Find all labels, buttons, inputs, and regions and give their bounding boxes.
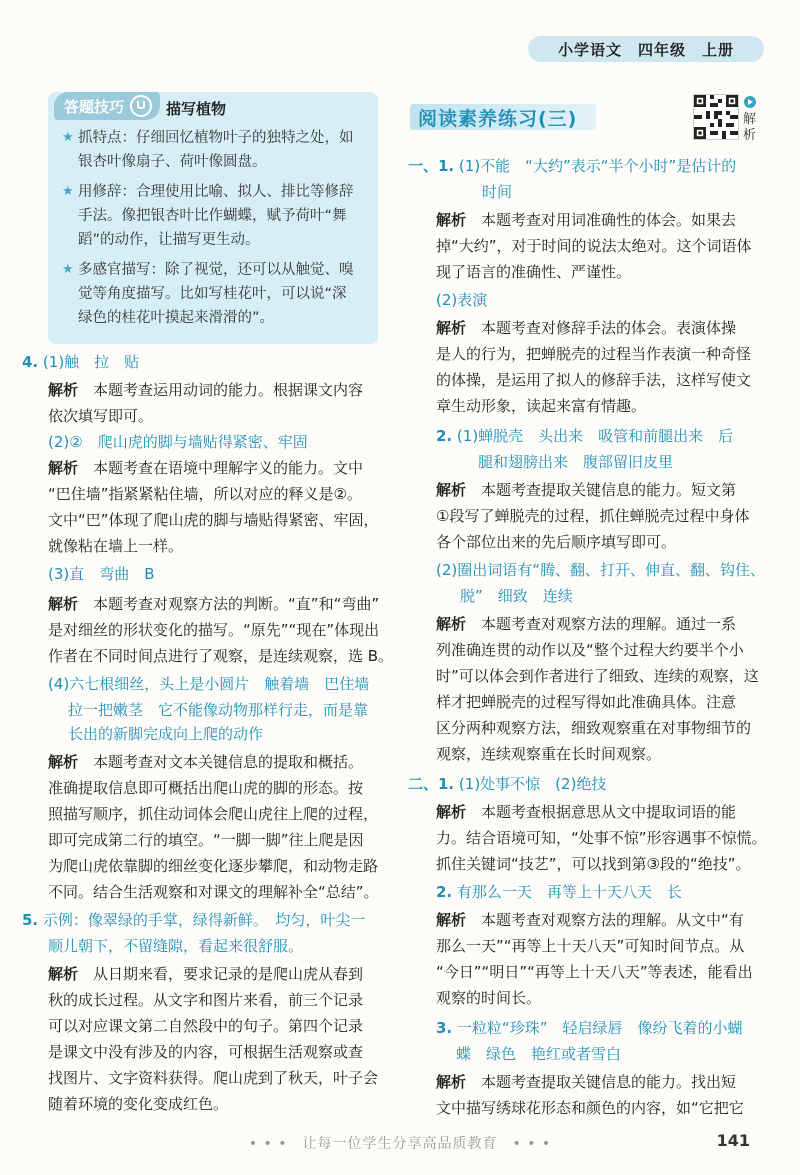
jx-line: 解析 本题考查根据意思从文中提取词语的能 xyxy=(436,803,737,821)
q2-1-answer: 腿和翅膀出来 腹部留旧皮里 xyxy=(478,453,674,471)
tip-items xyxy=(62,126,368,336)
star-icon: ★ xyxy=(62,262,74,277)
s1-number: 一、1. xyxy=(408,157,455,175)
jx-label: 解析 xyxy=(48,459,79,477)
jx-label: 解析 xyxy=(436,615,467,633)
tip-line: 绿色的桂花叶摸起来滑滑的”。 xyxy=(78,310,275,326)
tip-line: 多感官描写：除了视觉，还可以从触觉、嗅 xyxy=(78,262,354,278)
jx-label: 解析 xyxy=(436,319,467,337)
jx-line: 即可完成第二行的填空。“一脚一脚”往上爬是因 xyxy=(48,831,364,849)
jx-line: 各个部位出来的先后顺序填写即可。 xyxy=(436,533,677,551)
jx-line: 力。结合语境可知，“处事不惊”形容遇事不惊慌。 xyxy=(436,829,767,847)
jx-line: 作者在不同时间点进行了观察，是连续观察，选 B。 xyxy=(48,647,394,665)
jx-line: 可以对应课文第二自然段中的句子。第四个记录 xyxy=(48,1017,364,1035)
header-volume: 上册 xyxy=(701,40,734,59)
s1-1-answer: (1)不能 “大约”表示“半个小时”是估计的 xyxy=(458,157,737,175)
jx-line: 解析 本题考查提取关键信息的能力。短文第 xyxy=(436,481,737,499)
q5-line xyxy=(22,910,365,930)
s2-3-answer: 蝶 绿色 艳红或者雪白 xyxy=(456,1045,622,1063)
jx-line: 照描写顺序，抓住动词体会爬山虎往上爬的过程， xyxy=(48,805,379,823)
jx-line: 的体操，是运用了拟人的修辞手法，这样写使文 xyxy=(436,371,752,389)
tip-tag xyxy=(54,92,160,120)
tip-item xyxy=(62,126,368,174)
tip-line: 手法。像把银杏叶比作蝴蝶，赋予荷叶“舞 xyxy=(78,208,347,224)
jx-label: 解析 xyxy=(48,381,79,399)
jx-line: “巴住墙”指紧紧粘住墙，所以对应的释义是②。 xyxy=(48,485,362,503)
jx-line: 解析 本题考查对观察方法的理解。通过一系 xyxy=(436,615,737,633)
play-icon[interactable] xyxy=(744,96,756,108)
qr-label: 解析 xyxy=(743,112,757,143)
q4-4-answer: (4)六七根细丝，头上是小圆片 触着墙 巴住墙 xyxy=(48,675,370,693)
jx-line: 解析 本题考查运用动词的能力。根据课文内容 xyxy=(48,381,364,399)
jx-line: 观察的时间长。 xyxy=(436,989,542,1007)
jx-line: 为爬山虎依靠脚的细丝变化逐步攀爬，和动物走路 xyxy=(48,857,379,875)
tip-line: 抓特点：仔细回忆植物叶子的独特之处，如 xyxy=(78,130,354,146)
header-grade: 四年级 xyxy=(637,40,686,59)
header-subject: 小学语文 xyxy=(557,40,622,59)
jx-line: 章生动形象，读起来富有情趣。 xyxy=(436,397,647,415)
jx-line: 解析 本题考查提取关键信息的能力。找出短 xyxy=(436,1073,737,1091)
tip-line: 蹈”的动作，让描写更生动。 xyxy=(78,232,260,248)
s1-1-answer: 时间 xyxy=(482,183,513,201)
s1-1-line xyxy=(408,156,736,176)
tip-item xyxy=(62,180,368,252)
q4-1-answer: (1)触 拉 贴 xyxy=(42,353,140,371)
q2-number: 2. xyxy=(436,427,453,445)
jx-line: 随着环境的变化变成红色。 xyxy=(48,1095,229,1113)
jx-line: 解析 本题考查对观察方法的判断。“直”和“弯曲” xyxy=(48,595,380,613)
tip-title: 描写植物 xyxy=(166,100,227,118)
q4-2-answer: (2)② 爬山虎的脚与墙贴得紧密、牢固 xyxy=(48,433,308,451)
jx-line: 现了语言的准确性、严谨性。 xyxy=(436,263,632,281)
jx-label: 解析 xyxy=(436,803,467,821)
lightbulb-icon xyxy=(130,95,152,117)
jx-line: 抓住关键词“技艺”，可以找到第③段的“绝技”。 xyxy=(436,855,751,873)
jx-label: 解析 xyxy=(48,965,79,983)
q4-4-answer: 长出的新脚完成向上爬的动作 xyxy=(68,725,264,743)
s2-number: 二、1. xyxy=(408,775,455,793)
qr-code-icon[interactable] xyxy=(693,94,739,140)
s2-2-answer: 有那么一天 再等上十天八天 长 xyxy=(456,883,682,901)
star-icon: ★ xyxy=(62,184,74,199)
q4-number: 4. xyxy=(22,353,39,371)
jx-line: 找图片、文字资料获得。爬山虎到了秋天，叶子会 xyxy=(48,1069,379,1087)
s2-1-answer: (1)处事不惊 (2)绝技 xyxy=(458,775,607,793)
jx-label: 解析 xyxy=(436,1073,467,1091)
jx-line: 解析 从日期来看，要求记录的是爬山虎从春到 xyxy=(48,965,364,983)
jx-line: 就像粘在墙上一样。 xyxy=(48,537,184,555)
jx-line: 解析 本题考查对文本关键信息的提取和概括。 xyxy=(48,753,364,771)
star-icon: ★ xyxy=(62,130,74,145)
tip-item xyxy=(62,258,368,330)
tip-tag-label: 答题技巧 xyxy=(64,97,125,116)
jx-label: 解析 xyxy=(436,911,467,929)
tip-line: 觉等角度描写。比如写桂花叶，可以说“深 xyxy=(78,286,347,302)
section-title: 阅读素养练习(三) xyxy=(410,104,596,130)
jx-line: 时”可以体会到作者进行了细致、连续的观察，这 xyxy=(436,667,759,685)
q2-2-answer: 脱” 细致 连续 xyxy=(460,587,573,605)
q4-number-line xyxy=(22,352,139,372)
q2-1-line xyxy=(436,426,733,446)
s2-3-line xyxy=(436,1018,742,1038)
jx-line: “今日”“明日”“再等上十天八天”等表述，能看出 xyxy=(436,963,753,981)
s1-2-answer: (2)表演 xyxy=(436,291,488,309)
jx-line: 那么一天”“再等上十天八天”可知时间节点。从 xyxy=(436,937,745,955)
jx-label: 解析 xyxy=(48,595,79,613)
jx-line: 解析 本题考查在语境中理解字义的能力。文中 xyxy=(48,459,364,477)
jx-line: 样才把蝉脱壳的过程写得如此准确具体。注意 xyxy=(436,693,737,711)
jx-line: 准确提取信息即可概括出爬山虎的脚的形态。按 xyxy=(48,779,364,797)
jx-line: 是对细丝的形状变化的描写。“原先”“现在”体现出 xyxy=(48,621,380,639)
jx-line: 文中描写绣球花形态和颜色的内容，如“它把它 xyxy=(436,1099,744,1117)
header-badge xyxy=(528,36,764,62)
jx-line: 是人的行为，把蝉脱壳的过程当作表演一种奇怪 xyxy=(436,345,752,363)
s2-2-line xyxy=(436,882,682,902)
jx-line: 列准确连贯的动作以及“整个过程大约要半个小 xyxy=(436,641,744,659)
jx-line: 解析 本题考查对观察方法的理解。从文中“有 xyxy=(436,911,744,929)
jx-line: 不同。结合生活观察和对课文的理解补全“总结”。 xyxy=(48,883,379,901)
q4-3-answer: (3)直 弯曲 B xyxy=(48,565,155,583)
jx-label: 解析 xyxy=(436,481,467,499)
tip-line: 银杏叶像扇子、荷叶像圆盘。 xyxy=(78,154,267,170)
jx-line: 解析 本题考查对修辞手法的体会。表演体操 xyxy=(436,319,737,337)
page-number: 141 xyxy=(716,1131,750,1150)
s2-3-number: 3. xyxy=(436,1019,453,1037)
s2-1-line xyxy=(408,774,606,794)
footer-slogan: • • • 让每一位学生分享高品质教育 • • • xyxy=(248,1136,552,1152)
jx-line: 是课文中没有涉及的内容，可根据生活观察或查 xyxy=(48,1043,364,1061)
q5-number: 5. xyxy=(22,911,39,929)
jx-line: ①段写了蝉脱壳的过程，抓住蝉脱壳过程中身体 xyxy=(436,507,750,525)
s2-2-number: 2. xyxy=(436,883,453,901)
s2-3-answer: 一粒粒“珍珠” 轻启绿唇 像纷飞着的小蝴 xyxy=(456,1019,743,1037)
tip-line: 用修辞：合理使用比喻、拟人、排比等修辞 xyxy=(78,184,354,200)
q2-1-answer: (1)蝉脱壳 头出来 吸管和前腿出来 后 xyxy=(456,427,734,445)
jx-line: 掉“大约”，对于时间的说法太绝对。这个词语体 xyxy=(436,237,752,255)
jx-line: 文中“巴”体现了爬山虎的脚与墙贴得紧密、牢固， xyxy=(48,511,379,529)
q4-4-answer: 拉一把嫩茎 它不能像动物那样行走，而是靠 xyxy=(68,701,369,719)
jx-line: 解析 本题考查对用词准确性的体会。如果去 xyxy=(436,211,737,229)
jx-line: 依次填写即可。 xyxy=(48,407,154,425)
q5-answer: 顺儿朝下，不留缝隙，看起来很舒服。 xyxy=(48,937,304,955)
qr-pattern xyxy=(694,95,738,139)
jx-line: 观察，连续观察重在长时间观察。 xyxy=(436,745,662,763)
jx-label: 解析 xyxy=(436,211,467,229)
q2-2-answer: (2)圈出词语有“腾、翻、打开、伸直、翻、钩住、 xyxy=(436,561,766,579)
jx-line: 区分两种观察方法，细致观察重在对事物细节的 xyxy=(436,719,752,737)
jx-label: 解析 xyxy=(48,753,79,771)
jx-line: 秋的成长过程。从文字和图片来看，前三个记录 xyxy=(48,991,364,1009)
q5-answer: 示例：像翠绿的手掌，绿得新鲜。 均匀，叶尖一 xyxy=(42,911,366,929)
